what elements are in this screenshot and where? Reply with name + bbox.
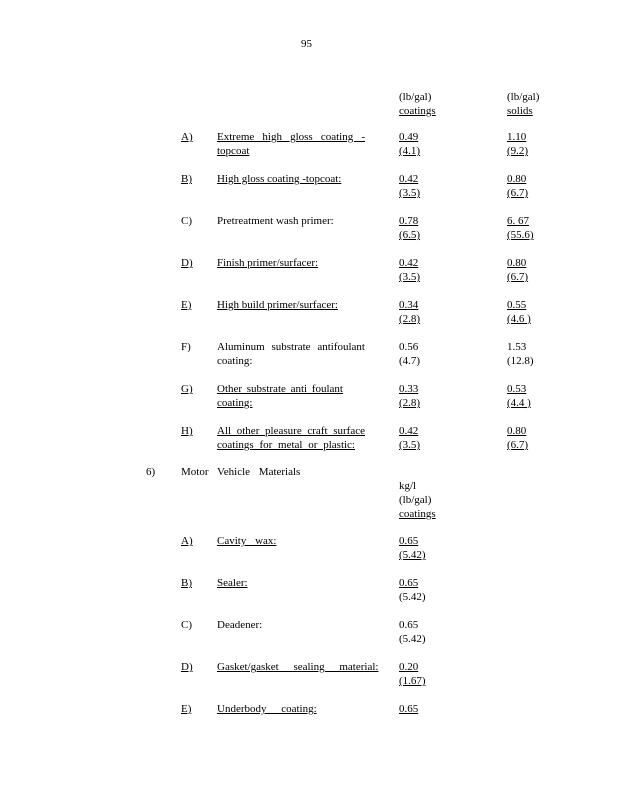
row-description [217,256,365,270]
row-description: Deadener: [217,619,263,631]
value-si: 0.33 [399,383,419,395]
solids-value [507,382,531,410]
header-motor-vehicle-coatings [399,479,436,521]
row-letter: B) [181,173,192,185]
row-description [217,340,365,368]
value-si: 0.80 [507,425,527,437]
value-imperial: (6.7) [507,271,529,283]
row-description-line: topcoat [217,145,250,157]
coatings-value [399,298,420,326]
row-description-line: High build primer/surfacer: [217,299,338,311]
row-letter: D) [181,257,193,269]
coatings-value [399,130,420,158]
coatings-value [399,660,426,688]
coatings-value [399,424,420,452]
row-description-line: High gloss coating -topcoat: [217,173,342,185]
row-description-line: Pretreatment wash primer: [217,215,334,227]
solids-value [507,298,531,326]
header-coatings-label: coatings [399,508,436,520]
row-description-line: Extreme high gloss coating - [217,131,365,143]
value-imperial: (3.5) [399,187,421,199]
row-letter: B) [181,577,192,589]
value-si: 0.42 [399,425,419,437]
row-description-line: Finish primer/surfacer: [217,257,319,269]
coatings-value [399,702,418,716]
row-description-line: coatings for metal or plastic: [217,439,355,451]
value-imperial: (9.2) [507,145,529,157]
value-imperial: (5.42) [399,633,426,645]
header-coatings [399,90,436,118]
value-imperial: (12.8) [507,355,534,367]
coatings-value [399,256,420,284]
value-imperial: (4.7) [399,355,421,367]
solids-value [507,130,528,158]
value-si: 0.65 [399,619,419,631]
row-letter: F) [181,341,191,353]
row-letter: E) [181,299,192,311]
row-description-line: coating: [217,397,253,409]
value-imperial: (6.7) [507,187,529,199]
value-imperial: (55.6) [507,229,534,241]
row-letter: C) [181,215,192,227]
solids-value [507,256,528,284]
row-description-line: Other substrate anti foulant [217,383,343,395]
row-letter: C) [181,619,192,631]
header-unit-si: kg/l [399,480,417,492]
row-description-line: Aluminum substrate antifoulant [217,341,365,353]
solids-value [507,340,534,368]
row-description [217,214,365,228]
row-letter: A) [181,535,193,547]
row-letter: D) [181,661,193,673]
value-imperial: (1.67) [399,675,426,687]
value-imperial: (4.6 ) [507,313,531,325]
coatings-value [399,214,420,242]
header-coatings-label: coatings [399,105,436,117]
header-coatings-unit: (lb/gal) [399,91,432,103]
solids-value [507,424,528,452]
coatings-value [399,340,420,368]
value-imperial: (3.5) [399,439,421,451]
value-si: 0.78 [399,215,419,227]
value-si: 0.53 [507,383,527,395]
row-description: Cavity wax: [217,535,277,547]
coatings-value [399,382,420,410]
row-description-line: coating: [217,355,253,367]
row-description [217,424,365,452]
row-description [217,382,343,410]
row-description: Gasket/gasket sealing material: [217,661,379,673]
section-title: Motor Vehicle Materials [181,466,301,478]
value-imperial: (6.7) [507,439,529,451]
value-si: 0.49 [399,131,419,143]
section-number: 6) [146,466,156,478]
row-description: Underbody coating: [217,703,317,715]
value-imperial: (3.5) [399,271,421,283]
solids-value [507,214,534,242]
row-description: Sealer: [217,577,248,589]
row-description [217,130,365,158]
row-letter: E) [181,703,192,715]
solids-value [507,172,528,200]
header-unit-imperial: (lb/gal) [399,494,432,506]
row-letter: G) [181,383,193,395]
value-si: 0.34 [399,299,419,311]
value-si: 0.42 [399,173,419,185]
value-imperial: (5.42) [399,591,426,603]
value-si: 0.42 [399,257,419,269]
value-si: 0.65 [399,703,419,715]
value-si: 1.53 [507,341,527,353]
row-description [217,172,365,186]
value-si: 0.65 [399,577,419,589]
row-letter: A) [181,131,193,143]
row-description [217,298,365,312]
row-letter: H) [181,425,193,437]
value-si: 0.65 [399,535,419,547]
header-solids [507,90,539,118]
value-si: 0.55 [507,299,527,311]
coatings-value [399,576,426,604]
value-si: 0.80 [507,257,527,269]
page-number: 95 [301,38,312,50]
value-si: 0.56 [399,341,419,353]
coatings-value [399,534,426,562]
row-description-line: All other pleasure craft surface [217,425,365,437]
value-si: 0.80 [507,173,527,185]
coatings-value [399,172,420,200]
value-imperial: (2.8) [399,397,421,409]
value-imperial: (6.5) [399,229,421,241]
value-imperial: (2.8) [399,313,421,325]
value-si: 6. 67 [507,215,529,227]
value-si: 0.20 [399,661,419,673]
value-imperial: (5.42) [399,549,426,561]
header-solids-unit: (lb/gal) [507,91,540,103]
value-imperial: (4.4 ) [507,397,531,409]
value-imperial: (4.1) [399,145,421,157]
header-solids-label: solids [507,105,533,117]
value-si: 1.10 [507,131,527,143]
coatings-value [399,618,426,646]
